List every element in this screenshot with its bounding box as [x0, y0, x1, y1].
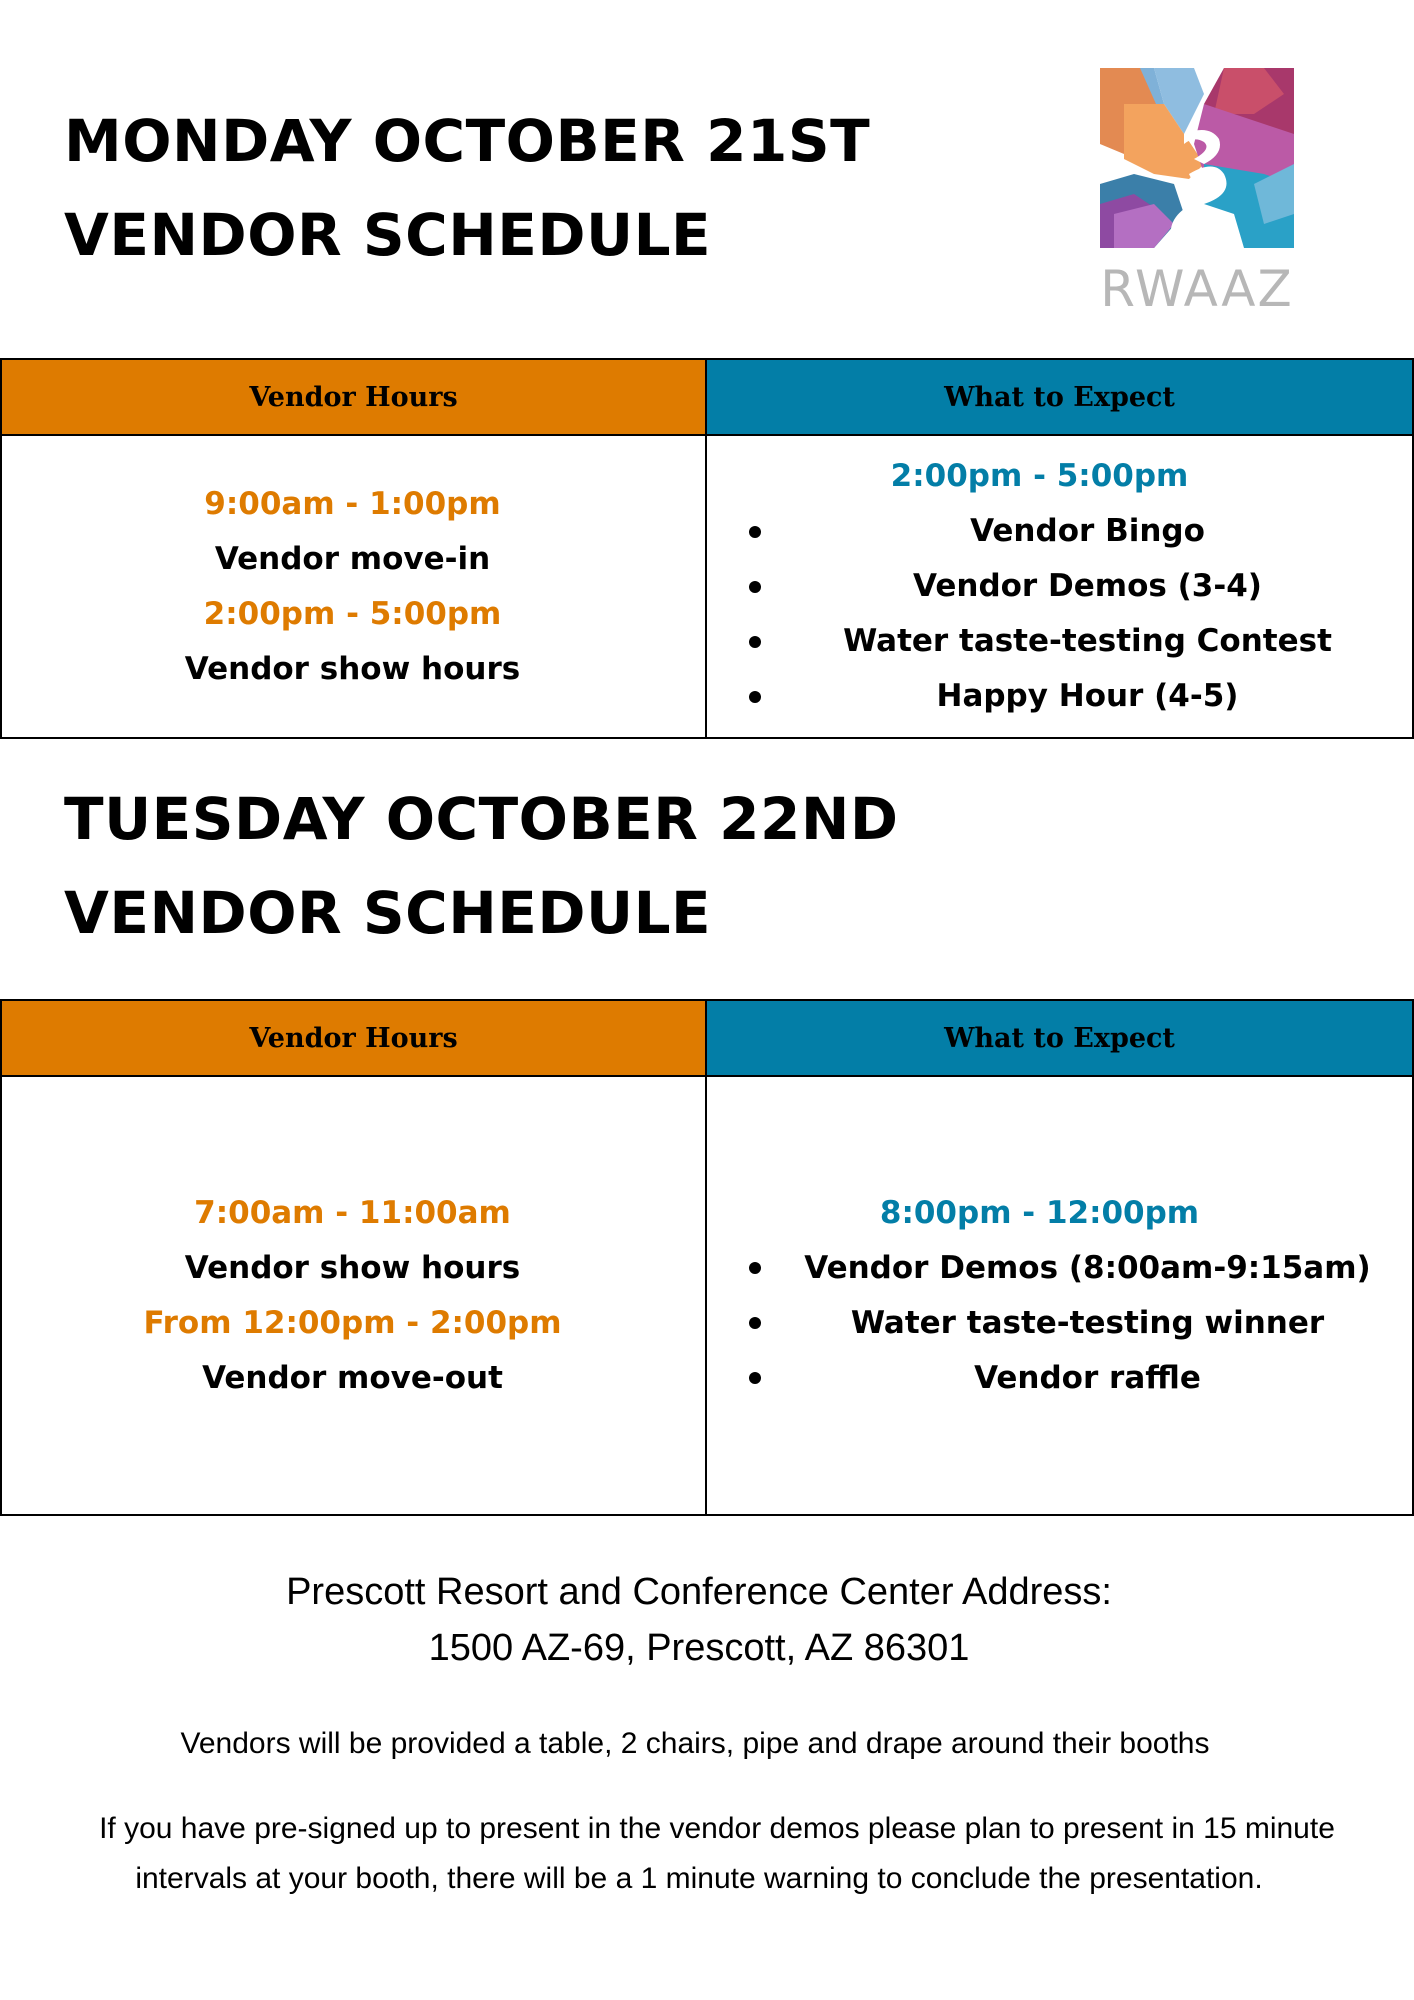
day2-expect-item: Water taste-testing winner	[850, 1304, 1325, 1341]
day2-time-slot: 7:00am - 11:00am	[194, 1194, 511, 1231]
day1-time-slot: 9:00am - 1:00pm	[204, 485, 501, 522]
bullet-icon	[749, 636, 761, 648]
day2-vendor-hours-cell	[2, 1077, 707, 1514]
list-item	[707, 559, 1412, 614]
day1-title	[64, 94, 870, 282]
list-item	[707, 1296, 1412, 1351]
day2-expect-item: Vendor Demos (8:00am-9:15am)	[804, 1249, 1371, 1286]
day2-what-to-expect-cell	[707, 1077, 1412, 1514]
day1-time-label: Vendor show hours	[184, 650, 521, 687]
rwaaz-landscape-logo-icon	[1094, 64, 1300, 254]
list-item	[707, 504, 1412, 559]
day2-time-slot: From 12:00pm - 2:00pm	[143, 1304, 562, 1341]
day1-what-to-expect-cell	[707, 436, 1412, 737]
address-title: Prescott Resort and Conference Center Address:	[286, 1571, 1112, 1613]
day1-expect-item: Vendor Bingo	[970, 513, 1205, 549]
day1-vendor-hours-cell	[2, 436, 707, 737]
day2-expect-time: 8:00pm - 12:00pm	[879, 1194, 1200, 1231]
day2-schedule-table	[0, 999, 1414, 1516]
day2-title	[64, 772, 899, 960]
bullet-icon	[749, 691, 761, 703]
day1-table-header	[2, 360, 1412, 436]
day2-table-body	[2, 1077, 1412, 1514]
day1-time-label: Vendor move-in	[214, 540, 491, 577]
demo-note-line2: intervals at your booth, there will be a 1 minute warning to conclude the presentation.	[135, 1862, 1263, 1895]
bullet-icon	[749, 581, 761, 593]
list-item	[707, 1241, 1412, 1296]
day2-table-header	[2, 1001, 1412, 1077]
day1-schedule-table	[0, 358, 1414, 739]
day2-time-label: Vendor show hours	[184, 1249, 521, 1286]
address-line: 1500 AZ-69, Prescott, AZ 86301	[428, 1627, 970, 1669]
bullet-icon	[749, 1372, 761, 1384]
logo-text: RWAAZ	[1100, 260, 1294, 318]
list-item	[707, 669, 1412, 724]
day1-time-slot: 2:00pm - 5:00pm	[203, 595, 502, 632]
day1-expect-item: Happy Hour (4-5)	[936, 678, 1239, 714]
day1-expect-item: Water taste-testing Contest	[843, 623, 1332, 659]
day2-expect-item: Vendor raffle	[974, 1359, 1201, 1396]
bullet-icon	[749, 1317, 761, 1329]
day2-header-what-to-expect: What to Expect	[707, 1001, 1412, 1075]
list-item	[707, 614, 1412, 669]
day2-title-line2: VENDOR SCHEDULE	[64, 879, 712, 947]
day1-title-line1: MONDAY OCTOBER 21ST	[64, 107, 871, 175]
demo-note-line1: If you have pre-signed up to present in the vendor demos please plan to present in 15 minute	[99, 1812, 1335, 1845]
day1-header-vendor-hours: Vendor Hours	[2, 360, 707, 434]
day1-expect-time: 2:00pm - 5:00pm	[890, 458, 1189, 494]
vendor-provided-note: Vendors will be provided a table, 2 chairs, pipe and drape around their booths	[180, 1727, 1210, 1760]
day2-title-line1: TUESDAY OCTOBER 22ND	[64, 785, 899, 853]
bullet-icon	[749, 1262, 761, 1274]
day2-header-vendor-hours: Vendor Hours	[2, 1001, 707, 1075]
day2-time-label: Vendor move-out	[202, 1359, 503, 1396]
day1-title-line2: VENDOR SCHEDULE	[64, 201, 712, 269]
bullet-icon	[749, 526, 761, 538]
day1-header-what-to-expect: What to Expect	[707, 360, 1412, 434]
rwaaz-logo	[1094, 64, 1300, 318]
day1-expect-item: Vendor Demos (3-4)	[913, 568, 1262, 604]
day1-table-body	[2, 436, 1412, 737]
list-item	[707, 1351, 1412, 1406]
